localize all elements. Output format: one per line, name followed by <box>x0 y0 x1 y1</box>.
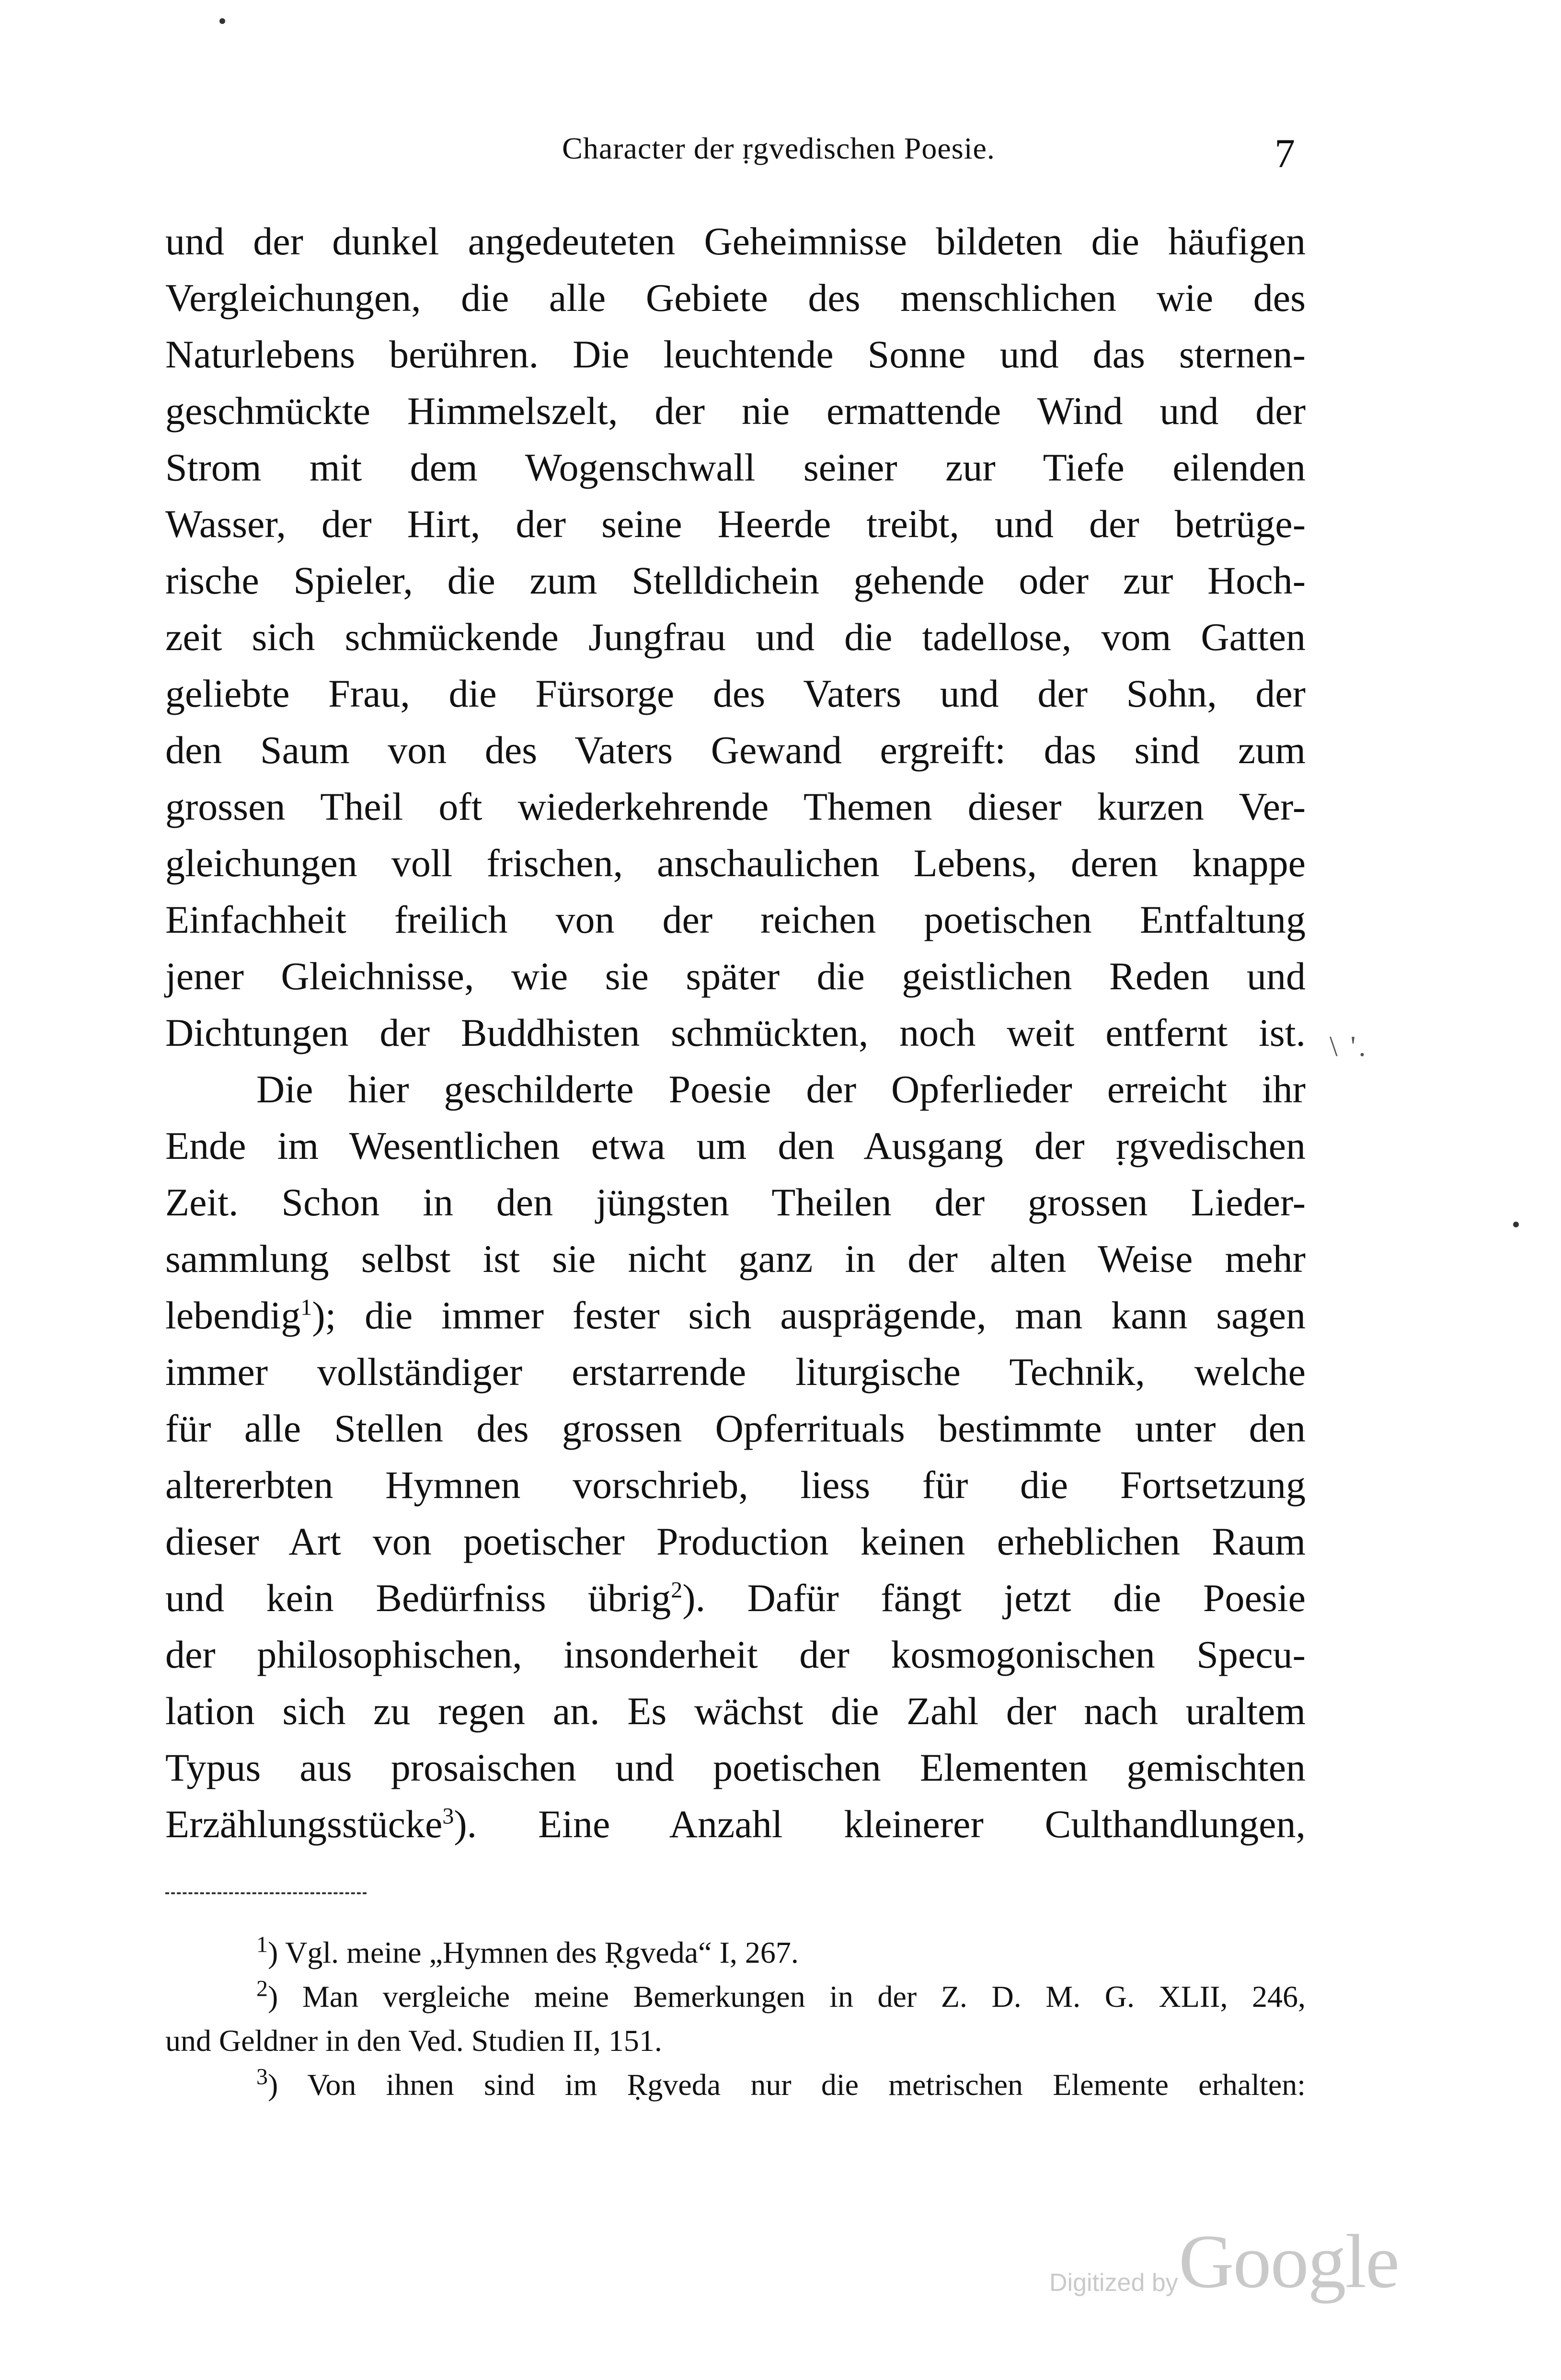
text-line: Vergleichungen, die alle Gebiete des menschlichen wie des <box>165 276 1306 320</box>
footnote-text: Von ihnen sind im Ṛgveda nur die metrischen Elemente erhalten: <box>307 2068 1306 2102</box>
footnote: $^1$) Vgl. meine „Hymnen des Ṛgveda“ I, 267. <box>256 1932 799 1969</box>
text-line: für alle Stellen des grossen Opferrituals bestimmte unter den <box>165 1407 1306 1450</box>
text-line: jener Gleichnisse, wie sie später die geistlichen Reden und <box>165 954 1306 998</box>
text-line: rische Spieler, die zum Stelldichein gehende oder zur Hoch- <box>165 559 1306 602</box>
text-line: Zeit. Schon in den jüngsten Theilen der grossen Lieder- <box>165 1180 1306 1224</box>
scan-speck <box>219 18 225 24</box>
footnote-number: 3 <box>256 2064 268 2090</box>
footnote-continuation: und Geldner in den Ved. Studien II, 151. <box>165 2024 662 2058</box>
running-head <box>0 125 1561 176</box>
footnote: $^3$) Von ihnen sind im Ṛgveda nur die metrischen Elemente erhalten: <box>256 2064 1306 2102</box>
digitization-watermark <box>1049 2213 1481 2309</box>
text-line: Die hier geschilderte Poesie der Opferlieder erreicht ihr <box>256 1067 1306 1111</box>
running-title: Character der ṛgvedischen Poesie. <box>562 131 995 165</box>
text-line: geschmückte Himmelszelt, der nie ermattende Wind und der <box>165 389 1306 433</box>
text-line: geliebte Frau, die Fürsorge des Vaters und der Sohn, der <box>165 672 1306 715</box>
footnotes <box>165 1931 1306 2107</box>
footnote: $^2$) Man vergleiche meine Bemerkungen in der Z. D. M. G. XLII, 246, <box>256 1976 1306 2014</box>
text-line: Ende im Wesentlichen etwa um den Ausgang der ṛgvedischen <box>165 1124 1306 1167</box>
footnote-text: Man vergleiche meine Bemerkungen in der Z. D. M. G. XLII, 246, <box>302 1980 1306 2014</box>
text-line <box>165 1570 1306 1626</box>
footnote-number: 1 <box>256 1932 268 1957</box>
text-segment: ). Eine Anzahl kleinerer Culthandlungen, <box>454 1802 1306 1846</box>
text-segment: ); die immer fester sich ausprägende, man kann sagen <box>312 1293 1306 1337</box>
text-line: Dichtungen der Buddhisten schmückten, noch weit entfernt ist. <box>165 1011 1306 1054</box>
text-line <box>165 1287 1306 1344</box>
text-line: Naturlebens berühren. Die leuchtende Sonne und das sternen- <box>165 332 1306 376</box>
main-text <box>165 213 1306 1853</box>
text-line <box>165 1796 1306 1853</box>
footnote-rule <box>165 1892 367 1894</box>
text-line: sammlung selbst ist sie nicht ganz in der alten Weise mehr <box>165 1237 1306 1281</box>
footnote-number: 2 <box>256 1976 268 2002</box>
text-line: und der dunkel angedeuteten Geheimnisse bildeten die häufigen <box>165 219 1306 263</box>
text-line: lation sich zu regen an. Es wächst die Zahl der nach uraltem <box>165 1689 1306 1733</box>
text-line: gleichungen voll frischen, anschaulichen Lebens, deren knappe <box>165 841 1306 885</box>
text-segment: ). Dafür fängt jetzt die Poesie <box>682 1576 1306 1620</box>
scan-speck <box>1513 1222 1519 1227</box>
text-line: Wasser, der Hirt, der seine Heerde treibt, und der betrüge- <box>165 502 1306 546</box>
margin-mark: \ '. <box>1330 1030 1369 1062</box>
text-line: dieser Art von poetischer Production keinen erheblichen Raum <box>165 1520 1306 1563</box>
text-segment: Erzählungsstücke <box>165 1802 443 1846</box>
text-line: der philosophischen, insonderheit der kosmogonischen Specu- <box>165 1633 1306 1676</box>
text-line: Strom mit dem Wogenschwall seiner zur Tiefe eilenden <box>165 446 1306 489</box>
text-line: den Saum von des Vaters Gewand ergreift: das sind zum <box>165 728 1306 772</box>
watermark-logo: Google <box>1179 2219 1399 2304</box>
footnote-ref: 3 <box>442 1803 454 1829</box>
page-number: 7 <box>1274 130 1295 176</box>
text-segment: und kein Bedürfniss übrig <box>165 1576 671 1620</box>
text-line: Einfachheit freilich von der reichen poetischen Entfaltung <box>165 898 1306 941</box>
footnote-ref: 2 <box>671 1577 683 1603</box>
text-line: Typus aus prosaischen und poetischen Elementen gemischten <box>165 1746 1306 1789</box>
text-segment: lebendig <box>165 1293 301 1337</box>
text-line: grossen Theil oft wiederkehrende Themen dieser kurzen Ver- <box>165 785 1306 828</box>
footnote-ref: 1 <box>300 1294 312 1320</box>
text-line: altererbten Hymnen vorschrieb, liess für die Fortsetzung <box>165 1463 1306 1507</box>
watermark-prefix: Digitized by <box>1049 2269 1178 2297</box>
footnote-text: Vgl. meine „Hymnen des Ṛgveda“ I, 267. <box>285 1935 799 1969</box>
text-line: zeit sich schmückende Jungfrau und die tadellose, vom Gatten <box>165 615 1306 659</box>
text-line: immer vollständiger erstarrende liturgische Technik, welche <box>165 1350 1306 1394</box>
